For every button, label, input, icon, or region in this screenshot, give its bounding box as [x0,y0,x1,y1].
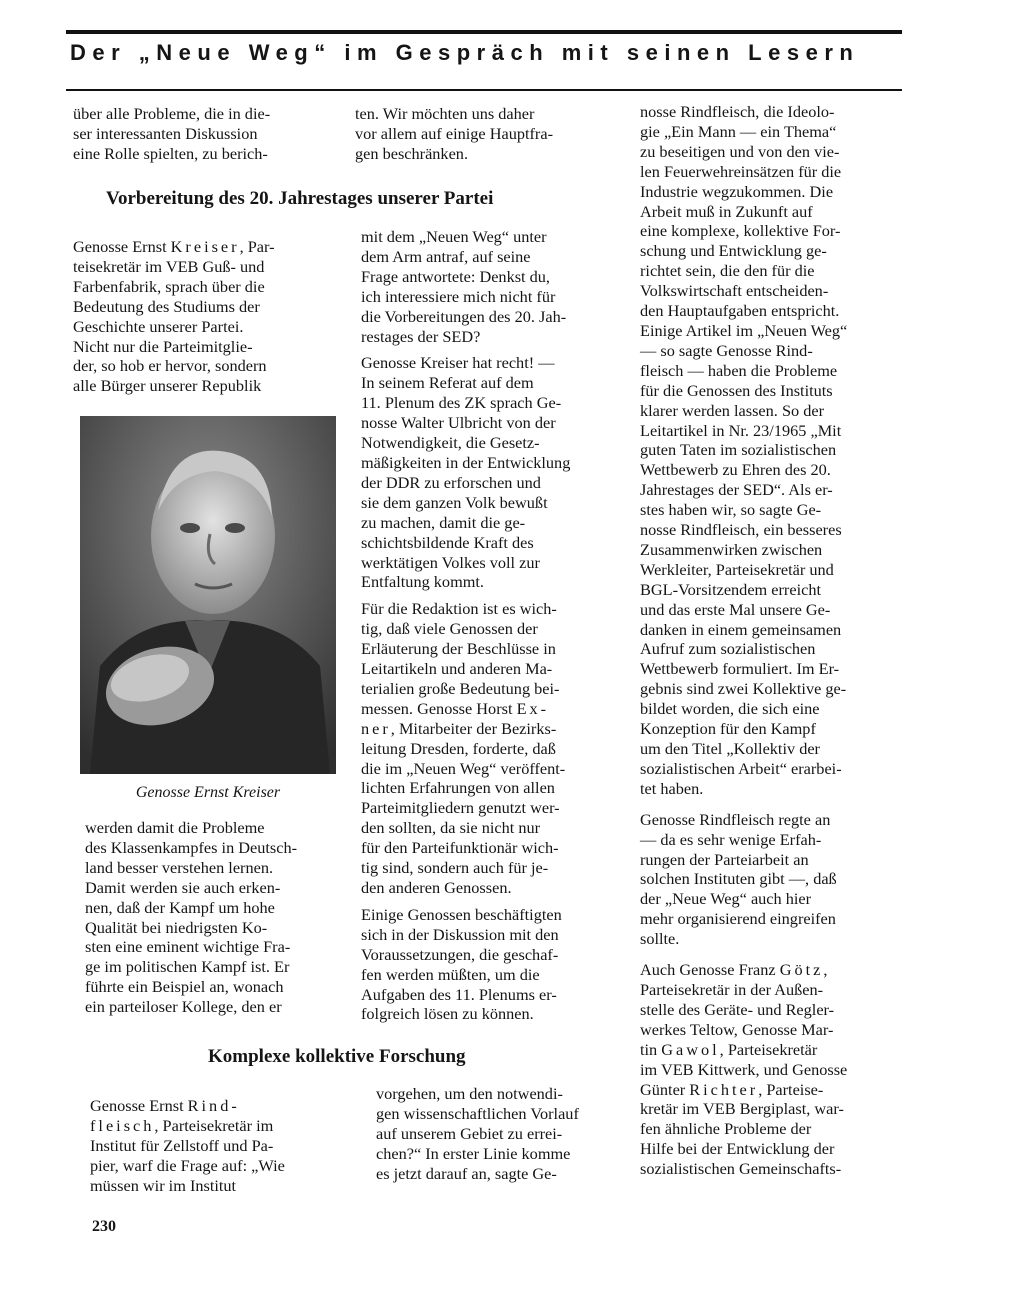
text-line: Hilfe bei der Entwicklung der [640,1139,835,1159]
text-line: In seinem Referat auf dem [361,373,534,393]
text-line: lichten Erfahrungen von allen [361,778,555,798]
intro-column-1 [73,104,330,164]
text-line: schichtsbildende Kraft des [361,532,534,552]
text-line: der „Neue Weg“ auch hier [640,889,812,909]
text-line: ten. Wir möchten uns daher [355,104,535,123]
text-line: Nicht nur die Parteimitglie- [73,336,253,356]
text-line: sich in der Diskussion mit den [361,924,559,944]
text-line: vorgehen, um den notwendi- [376,1084,563,1103]
person-name: Ex- [516,698,550,718]
text-line: gebnis sind zwei Kollektive ge- [640,679,847,699]
text-line: ich interessiere mich nicht für [361,286,556,306]
text-line: fleisch, Parteisekretär im [90,1115,274,1135]
text-line: Genosse Ernst Kreiser, Par- [73,237,275,256]
text-line: messen. Genosse Horst Ex- [361,698,550,718]
text-line: werkes Teltow, Genosse Mar- [640,1019,834,1039]
text-line: im VEB Kittwerk, und Genosse [640,1059,848,1079]
text-line: über alle Probleme, die in die- [73,104,271,123]
text-line: ser interessanten Diskussion [73,123,258,143]
person-name: Gawol [661,1039,720,1059]
text-line: chen?“ In erster Linie komme [376,1143,571,1163]
text-line: eine Rolle spielten, zu berich- [73,143,268,163]
text-line: Leitartikel in Nr. 23/1965 „Mit [640,420,842,440]
text-line: die im „Neuen Weg“ veröffent- [361,758,566,778]
text-line: für den Parteifunktionär wich- [361,838,559,858]
text-line: mehr organisierend eingreifen [640,909,836,929]
column-1-paragraph-2 [85,818,342,1017]
text-line: terialien große Bedeutung bei- [361,678,560,698]
text-line: Genosse Kreiser hat recht! — [361,353,555,373]
text-line: ner, Mitarbeiter der Bezirks- [361,718,557,738]
text-line: stes haben wir, so sagte Ge- [640,500,822,520]
column-2 [361,227,624,1024]
person-name: Götz [779,960,824,980]
text-line: um den Titel „Kollektiv der [640,739,820,758]
page-header-title: Der „Neue Weg“ im Gespräch mit seinen Lesern [70,40,860,65]
text-line: nosse Walter Ulbricht von der [361,413,556,433]
person-name: Richter [689,1079,759,1099]
text-line: fen ähnliche Probleme der [640,1119,812,1139]
text-line: tig sind, sondern auch für je- [361,858,549,878]
text-line: sozialistischen Gemeinschafts- [640,1159,842,1179]
text-line: den Hauptaufgaben entspricht. [640,301,840,321]
portrait-photo [80,416,336,774]
text-line: dem Arm antraf, auf seine [361,246,531,266]
text-line: auf unserem Gebiet zu errei- [376,1123,563,1143]
text-line: Einige Artikel im „Neuen Weg“ [640,320,848,340]
text-line: Zusammenwirken zwischen [640,539,823,559]
text-line: Qualität bei niedrigsten Ko- [85,917,268,937]
person-name: ner [361,718,391,738]
text-line: mit dem „Neuen Weg“ unter [361,227,547,246]
text-line: eine komplexe, kollektive For- [640,221,841,241]
text-line: die Vorbereitungen des 20. Jah- [361,306,567,326]
text-line: alle Bürger unserer Republik [73,376,262,396]
section-heading-1: Vorbereitung des 20. Jahrestages unserer Partei [106,188,494,209]
text-line: ein parteiloser Kollege, den er [85,997,282,1017]
text-line: nosse Rindfleisch, ein besseres [640,520,842,540]
text-line: Industrie wegzukommen. Die [640,181,834,201]
text-line: teisekretär im VEB Guß- und [73,256,265,276]
text-line: tin Gawol, Parteisekretär [640,1039,818,1059]
text-line: Konzeption für den Kampf [640,719,816,739]
text-line: Genosse Rindfleisch regte an [640,809,831,829]
photo-caption: Genosse Ernst Kreiser [135,784,281,801]
text-line: fleisch — haben die Probleme [640,360,838,380]
text-line: kretär im VEB Bergiplast, war- [640,1099,844,1119]
text-line: BGL-Vorsitzendem erreicht [640,579,821,599]
text-line: gie „Ein Mann — ein Thema“ [640,121,837,141]
text-line: zu beseitigen und von den vie- [640,141,840,161]
text-line: Aufruf zum sozialistischen [640,639,816,659]
text-line: folgreich lösen zu können. [361,1004,534,1024]
text-line: nen, daß der Kampf um hohe [85,897,275,917]
text-line: für die Genossen des Instituts [640,380,833,400]
text-line: Entfaltung kommt. [361,572,484,592]
text-line: der, so hob er hervor, sondern [73,356,267,376]
text-line: sie dem ganzen Volk bewußt [361,492,548,512]
text-line: müssen wir im Institut [90,1175,237,1195]
text-line: land besser verstehen lernen. [85,857,274,877]
text-line: Institut für Zellstoff und Pa- [90,1135,274,1155]
text-line: Werkleiter, Parteisekretär und [640,559,834,579]
text-line: Wettbewerb formuliert. Im Er- [640,659,840,679]
text-line: — da es sehr wenige Erfah- [640,829,822,849]
text-line: führte ein Beispiel an, wonach [85,977,284,997]
text-line: Für die Redaktion ist es wich- [361,599,557,619]
person-name: Rind- [187,1096,240,1115]
header-bottom-rule [66,89,902,91]
text-line: rungen der Parteiarbeit an [640,849,809,869]
person-name: fleisch [90,1115,155,1135]
bottom-column-1 [90,1096,350,1196]
text-line: gen beschränken. [355,143,469,163]
text-line: Farbenfabrik, sprach über die [73,276,265,296]
text-line: guten Taten im sozialistischen [640,440,837,460]
text-line: sten eine eminent wichtige Fra- [85,937,291,957]
text-line: Auch Genosse Franz Götz, [640,960,828,980]
text-line: schung und Entwicklung ge- [640,241,827,261]
text-line: sozialistischen Arbeit“ erarbei- [640,758,842,778]
text-line: — so sagte Genosse Rind- [640,340,813,360]
section-heading-2: Komplexe kollektive Forschung [208,1046,466,1067]
text-line: Günter Richter, Parteise- [640,1079,824,1099]
text-line: klarer werden lassen. So der [640,400,824,420]
text-line: Einige Genossen beschäftigten [361,904,562,924]
text-line: mäßigkeiten in der Entwicklung [361,452,571,472]
text-line: werden damit die Probleme [85,818,265,837]
text-line: den anderen Genossen. [361,878,512,897]
text-line: danken in einem gemeinsamen [640,619,842,639]
text-line: restages der SED? [361,326,481,346]
text-line: Genosse Ernst Rind- [90,1096,240,1115]
text-line: gen wissenschaftlichen Vorlauf [376,1103,579,1123]
text-line: fen werden müßten, um die [361,964,540,984]
text-line: des Klassenkampfes in Deutsch- [85,837,298,857]
text-line: Wettbewerb zu Ehren des 20. [640,460,831,480]
text-line: Aufgaben des 11. Plenums er- [361,984,557,1004]
text-line: 11. Plenum des ZK sprach Ge- [361,393,562,413]
text-line: Arbeit muß in Zukunft auf [640,201,813,221]
text-line: Volkswirtschaft entscheiden- [640,281,829,301]
text-line: Geschichte unserer Partei. [73,316,244,336]
text-line: Voraussetzungen, die geschaf- [361,944,559,964]
text-line: Parteimitgliedern genutzt wer- [361,798,560,818]
column-3 [640,102,905,1179]
text-line: Erläuterung der Beschlüsse in [361,639,556,659]
column-1-paragraph-1 [73,237,331,396]
text-line: und das erste Mal unsere Ge- [640,599,831,619]
text-line: Damit werden sie auch erken- [85,877,281,897]
text-line: werktätigen Volkes voll zur [361,552,540,572]
text-line: tet haben. [640,778,704,798]
text-line: Bedeutung des Studiums der [73,296,260,316]
header-top-rule [66,30,902,34]
text-line: ge im politischen Kampf ist. Er [85,957,290,977]
text-line: solchen Instituten gibt —, daß [640,869,837,889]
text-line: Jahrestages der SED“. Als er- [640,480,833,500]
text-line: es jetzt darauf an, sagte Ge- [376,1163,557,1183]
text-line: der DDR zu erforschen und [361,472,541,492]
text-line: nosse Rindfleisch, die Ideolo- [640,102,835,121]
text-line: Leitartikeln und anderen Ma- [361,659,553,679]
text-line: bildet worden, die sich eine [640,699,820,719]
text-line: tig, daß viele Genossen der [361,619,538,639]
text-line: pier, warf die Frage auf: „Wie [90,1155,285,1175]
person-name: Kreiser [170,237,240,256]
text-line: stelle des Geräte- und Regler- [640,999,835,1019]
page-number: 230 [92,1218,116,1235]
text-line: zu machen, damit die ge- [361,512,526,532]
text-line: den sollten, da sie nicht nur [361,818,541,838]
text-line: vor allem auf einige Hauptfra- [355,123,553,143]
text-line: richtet sein, die den für die [640,261,815,281]
text-line: Parteisekretär in der Außen- [640,979,824,999]
text-line: len Feuerwehreinsätzen für die [640,161,842,181]
intro-column-2 [355,104,615,164]
text-line: sollte. [640,929,680,949]
bottom-column-2 [376,1084,636,1184]
text-line: leitung Dresden, forderte, daß [361,738,556,758]
text-line: Notwendigkeit, die Gesetz- [361,433,540,453]
text-line: Frage antwortete: Denkst du, [361,266,550,286]
